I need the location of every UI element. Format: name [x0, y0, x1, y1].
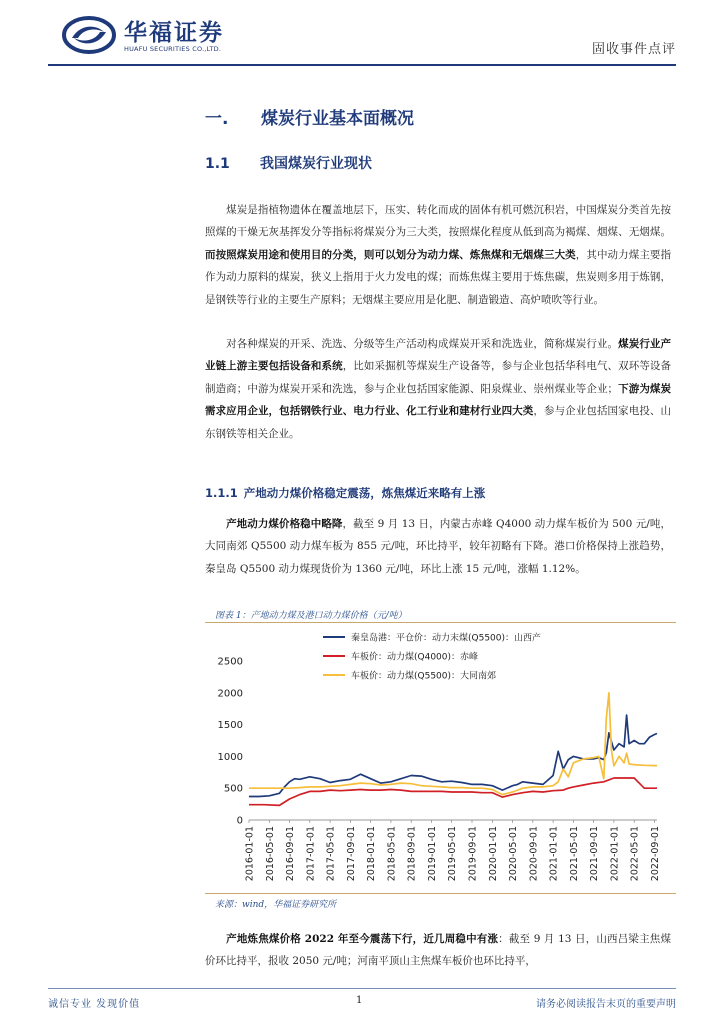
huafu-logo-icon [62, 16, 116, 54]
legend-label-2: 车板价：动力煤(Q4000)：赤峰 [351, 652, 479, 663]
price-line-chart [205, 627, 675, 889]
x-tick-label: 2021-09-01 [589, 826, 601, 882]
x-tick-label: 2021-01-01 [548, 826, 560, 882]
y-tick-label: 2500 [217, 656, 243, 668]
x-tick-label: 2021-05-01 [568, 826, 580, 882]
figure-source: 来源：wind，华福证券研究所 [215, 900, 337, 910]
legend-label-1: 秦皇岛港：平仓价：动力末煤(Q5500)：山西产 [351, 633, 542, 644]
figure-bottom-rule [205, 893, 676, 894]
x-tick-label: 2016-01-01 [244, 826, 256, 882]
x-tick-label: 2020-05-01 [508, 826, 520, 882]
section-heading-1-1-1 [205, 485, 485, 501]
paragraph-industry-chain: 对各种煤炭的开采、洗选、分级等生产活动构成煤炭开采和洗选业，简称煤炭行业。煤炭行业产业链上游主要包括设备和系统，比如采掘机等煤炭生产设备等，参与企业包括华科电气、双环等设备制造商；中游为煤炭开采和洗选，参与企业包括国家能源、阳泉煤业、崇州煤业等企业；下游为煤炭需求应用企业，包括钢铁行业、电力行业、化工行业和建材行业四大类，参与企业包括国家电投、山东钢铁等相关企业。 [205, 338, 672, 440]
footer-disclaimer: 请务必阅读报告末页的重要声明 [536, 999, 676, 1010]
x-tick-label: 2019-01-01 [426, 826, 438, 882]
section-title: 产地动力煤价格稳定震荡，炼焦煤近来略有上涨 [243, 486, 486, 500]
footer-slogan: 诚信专业 发现价值 [48, 999, 141, 1010]
section-number: 1.1.1 [205, 486, 238, 500]
brand-name-en: HUAFU SECURITIES CO.,LTD. [124, 45, 222, 53]
x-tick-label: 2019-05-01 [447, 826, 459, 882]
section-title: 煤炭行业基本面概况 [261, 109, 414, 129]
paragraph-coking-coal-price: 产地炼焦煤价格 2022 年至今震荡下行，近几周稳中有涨：截至 9 月 13 日，山西吕梁主焦煤价环比持平，报收 2050 元/吨；河南平顶山主焦煤车板价也环比持平， [205, 933, 671, 968]
document-type: 固收事件点评 [591, 42, 676, 57]
legend-label-3: 车板价：动力煤(Q5500)：大同南郊 [351, 671, 497, 682]
x-tick-label: 2017-01-01 [305, 826, 317, 882]
figure-caption: 图表 1：产地动力煤及港口动力煤价格（元/吨） [215, 611, 407, 621]
footer-divider [48, 988, 676, 989]
x-tick-label: 2022-09-01 [649, 826, 661, 882]
figure-top-rule [205, 622, 676, 623]
x-tick-label: 2018-01-01 [366, 826, 378, 882]
header-divider [48, 64, 676, 66]
x-tick-label: 2017-05-01 [325, 826, 337, 882]
y-tick-label: 0 [236, 815, 243, 827]
y-tick-label: 1000 [217, 751, 243, 763]
x-tick-label: 2022-01-01 [609, 826, 621, 882]
section-heading-1-1 [205, 153, 372, 173]
paragraph-thermal-coal-price: 产地动力煤价格稳中略降，截至 9 月 13 日，内蒙古赤峰 Q4000 动力煤车板价为 500 元/吨，大同南郊 Q5500 动力煤车板为 855 元/吨，环比持平，较年初略有下降。港口价格保持上涨趋势，秦皇岛 Q5500 动力煤现货价为 1360 元/吨，环比上涨 15 元/吨，涨幅 1.12%。 [205, 518, 671, 575]
x-tick-label: 2017-09-01 [345, 826, 357, 882]
x-tick-label: 2020-09-01 [528, 826, 540, 882]
y-tick-label: 2000 [217, 688, 243, 700]
y-tick-label: 1500 [217, 720, 243, 732]
brand-name: 华福证券 [124, 20, 224, 46]
x-tick-label: 2016-09-01 [285, 826, 297, 882]
section-number: 一. [205, 109, 229, 129]
x-tick-label: 2022-05-01 [629, 826, 641, 882]
x-tick-label: 2019-09-01 [467, 826, 479, 882]
x-tick-label: 2020-01-01 [487, 826, 499, 882]
section-number: 1.1 [205, 156, 230, 172]
y-tick-label: 500 [223, 783, 243, 795]
x-tick-label: 2016-05-01 [264, 826, 276, 882]
series-line-3 [249, 693, 657, 795]
page-number: 1 [356, 995, 363, 1006]
series-line-1 [249, 715, 657, 796]
paragraph-coal-classification: 煤炭是指植物遗体在覆盖地层下，压实、转化而成的固体有机可燃沉积岩，中国煤炭分类首先按照煤的干燥无灰基挥发分等指标将煤炭分为三大类，按照煤化程度从低到高为褐煤、烟煤、无烟煤。而按照煤炭用途和使用目的分类，则可以划分为动力煤、炼焦煤和无烟煤三大类，其中动力煤主要指作为动力原料的煤炭，狭义上指用于火力发电的煤；而炼焦煤主要用于炼焦碳，焦炭则多用于炼钢，是钢铁等行业的主要生产原料；无烟煤主要应用是化肥、制造锻造、高炉喷吹等行业。 [205, 204, 672, 306]
section-title: 我国煤炭行业现状 [260, 156, 372, 172]
x-tick-label: 2018-09-01 [406, 826, 418, 882]
x-tick-label: 2018-05-01 [386, 826, 398, 882]
section-heading-1 [205, 104, 414, 129]
